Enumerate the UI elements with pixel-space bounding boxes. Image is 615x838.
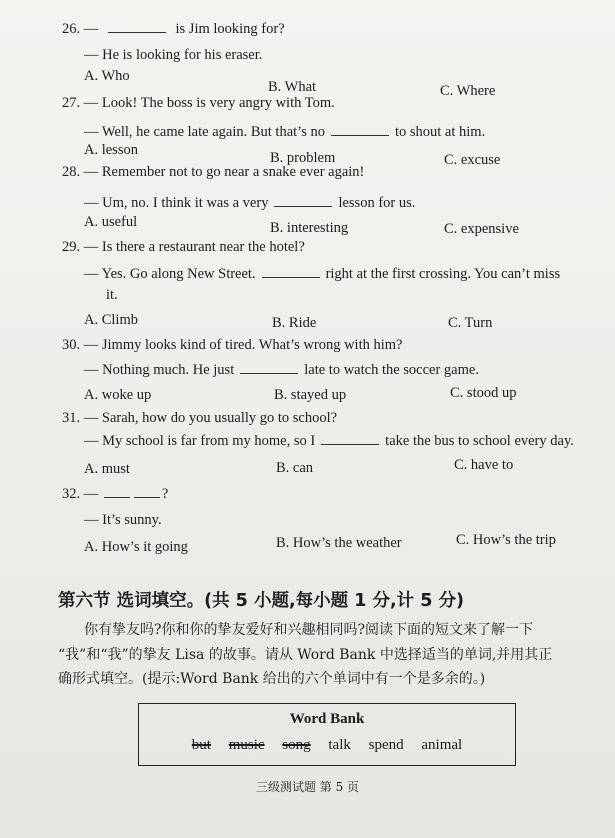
- question-number: 30.: [62, 337, 81, 353]
- answer-blank: [331, 123, 389, 136]
- question-number: 32.: [62, 486, 81, 502]
- question-number: 28.: [62, 164, 81, 180]
- question-29-option-c: C. Turn: [448, 315, 493, 331]
- question-number: 31.: [62, 410, 81, 426]
- word-bank-word: spend: [368, 737, 404, 753]
- question-26-response: — He is looking for his eraser.: [84, 47, 263, 63]
- word-bank-words: [139, 737, 515, 754]
- question-27-stem: 27. — Look! The boss is very angry with Tom.: [62, 95, 335, 111]
- question-28-option-b: B. interesting: [270, 220, 349, 236]
- instructions-line-3: 确形式填空。(提示:Word Bank 给出的六个单词中有一个是多余的。): [58, 671, 486, 687]
- question-29-option-b: B. Ride: [272, 315, 317, 331]
- question-32-stem: 32. — ?: [62, 486, 169, 502]
- question-26-option-c: C. Where: [440, 83, 496, 99]
- question-29-response-cont: it.: [106, 287, 118, 303]
- answer-blank: [134, 485, 160, 498]
- question-number: 29.: [62, 239, 81, 255]
- question-26-stem: 26. — is Jim looking for?: [62, 21, 285, 37]
- word-bank-box: [138, 703, 516, 766]
- answer-blank: [240, 361, 298, 374]
- question-31-option-b: B. can: [276, 460, 314, 476]
- question-31-stem: 31. — Sarah, how do you usually go to school?: [62, 410, 338, 426]
- question-number: 27.: [62, 95, 81, 111]
- question-number: 26.: [62, 21, 81, 37]
- question-29-stem: 29. — Is there a restaurant near the hotel?: [62, 239, 305, 255]
- answer-blank: [274, 194, 332, 207]
- page-footer: 三级测试题 第 5 页: [255, 780, 360, 794]
- word-bank-word: talk: [328, 737, 351, 753]
- question-32-option-a: A. How’s it going: [84, 539, 188, 555]
- question-27-response: — Well, he came late again. But that’s no to shout at him.: [84, 124, 486, 140]
- question-30-option-b: B. stayed up: [274, 387, 347, 403]
- question-31-option-a: A. must: [84, 461, 130, 477]
- question-30-response: — Nothing much. He just late to watch the soccer game.: [84, 362, 479, 378]
- question-29-response: — Yes. Go along New Street. right at the first crossing. You can’t miss: [84, 266, 561, 282]
- question-31-response: — My school is far from my home, so I take the bus to school every day.: [84, 433, 574, 449]
- question-28-option-a: A. useful: [84, 214, 138, 230]
- question-28-option-c: C. expensive: [444, 221, 519, 237]
- answer-blank: [321, 432, 379, 445]
- answer-blank: [104, 485, 130, 498]
- word-bank-word: but: [191, 737, 211, 753]
- instructions-line-1: 你有挚友吗?你和你的挚友爱好和兴趣相同吗?阅读下面的短文来了解一下: [84, 622, 534, 638]
- question-28-stem: 28. — Remember not to go near a snake ever again!: [62, 164, 365, 180]
- word-bank-word: music: [228, 737, 265, 753]
- question-30-option-a: A. woke up: [84, 387, 152, 403]
- word-bank-word: song: [282, 737, 311, 753]
- question-29-option-a: A. Climb: [84, 312, 138, 328]
- question-32-option-c: C. How’s the trip: [456, 532, 556, 548]
- question-28-response: — Um, no. I think it was a very lesson for us.: [84, 195, 416, 211]
- question-27-option-b: B. problem: [270, 150, 336, 166]
- answer-blank: [108, 20, 166, 33]
- word-bank-title: Word Bank: [289, 711, 365, 727]
- question-26-option-a: A. Who: [84, 68, 130, 84]
- question-30-stem: 30. — Jimmy looks kind of tired. What’s wrong with him?: [62, 337, 403, 353]
- question-30-option-c: C. stood up: [450, 385, 517, 401]
- question-27-option-a: A. lesson: [84, 142, 138, 158]
- question-32-response: — It’s sunny.: [84, 512, 162, 528]
- answer-blank: [262, 265, 320, 278]
- question-32-option-b: B. How’s the weather: [276, 535, 402, 551]
- instructions-line-2: “我”和“我”的挚友 Lisa 的故事。请从 Word Bank 中选择适当的单词,并用其正: [58, 647, 553, 663]
- word-bank-word: animal: [421, 737, 463, 753]
- question-27-option-c: C. excuse: [444, 152, 501, 168]
- question-31-option-c: C. have to: [454, 457, 514, 473]
- question-26-option-b: B. What: [268, 79, 317, 95]
- section-heading: 第六节 选词填空。(共 5 小题,每小题 1 分,计 5 分): [58, 591, 464, 611]
